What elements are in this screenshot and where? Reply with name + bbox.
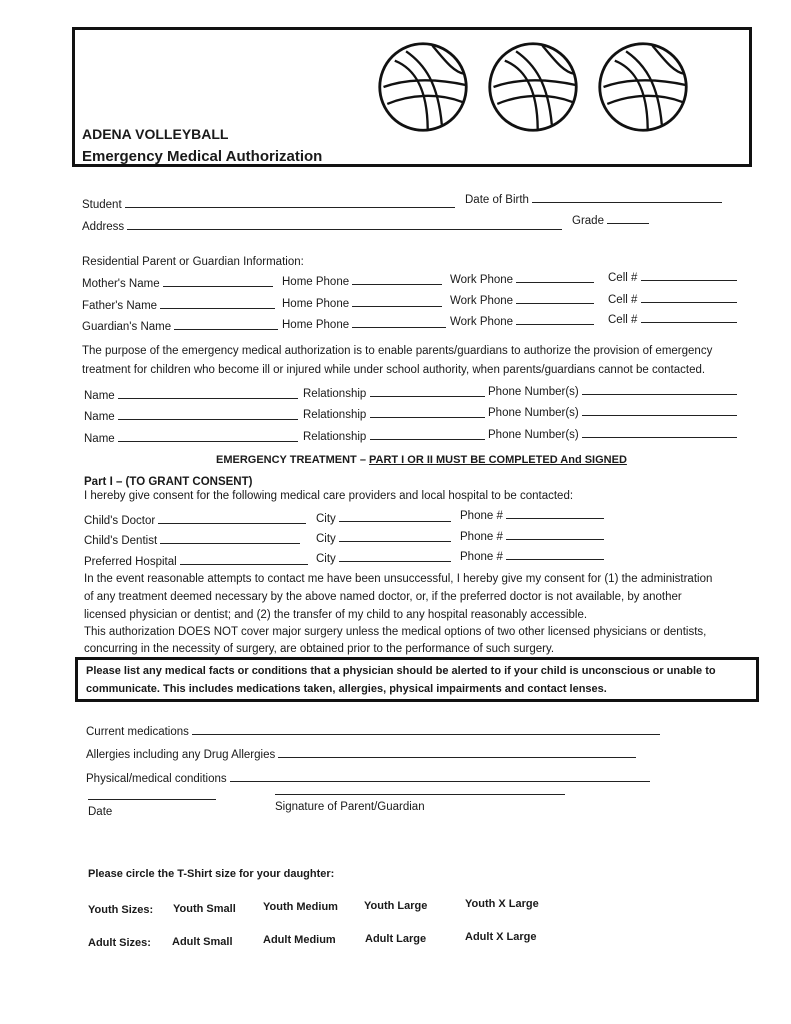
alert-text-2: communicate. This includes medications taken, allergies, physical impairments and contact lenses. <box>86 683 607 695</box>
dentist-phone-line[interactable] <box>506 527 604 540</box>
phone-numbers-field-1[interactable]: Phone Number(s) <box>488 382 737 398</box>
mother-home-phone-field[interactable]: Home Phone <box>282 272 442 288</box>
hospital-city-field[interactable]: City <box>316 549 451 565</box>
address-line[interactable] <box>127 217 562 230</box>
contact-name-field-1[interactable]: Name <box>84 386 298 402</box>
form-title: Emergency Medical Authorization <box>82 148 323 165</box>
treatment-heading: EMERGENCY TREATMENT – PART I OR II MUST BE COMPLETED And SIGNED <box>216 454 627 466</box>
adult-sizes-label: Adult Sizes: <box>88 937 151 949</box>
conditions-line[interactable] <box>230 769 650 782</box>
doctor-field[interactable]: Child's Doctor <box>84 511 306 527</box>
mother-cell-line[interactable] <box>641 268 737 281</box>
father-cell-line[interactable] <box>641 290 737 303</box>
dentist-city-field[interactable]: City <box>316 529 451 545</box>
alert-box <box>75 657 759 702</box>
size-adult-medium[interactable]: Adult Medium <box>263 934 336 946</box>
guardian-cell-line[interactable] <box>641 310 737 323</box>
allergies-field[interactable]: Allergies including any Drug Allergies <box>86 745 636 761</box>
signature-line[interactable] <box>275 794 565 795</box>
doctor-line[interactable] <box>158 511 306 524</box>
tshirt-prompt: Please circle the T-Shirt size for your daughter: <box>88 868 335 880</box>
doctor-city-line[interactable] <box>339 509 451 522</box>
contact-name-line-2[interactable] <box>118 407 298 420</box>
student-line[interactable] <box>125 195 455 208</box>
consent-para-1: In the event reasonable attempts to contact me have been unsuccessful, I hereby give my consent for (1) the administration <box>84 573 713 585</box>
purpose-text-1: The purpose of the emergency medical authorization is to enable parents/guardians to authorize the provision of emergency <box>82 345 713 357</box>
guardian-name-field[interactable]: Guardian's Name <box>82 317 278 333</box>
hospital-line[interactable] <box>180 552 308 565</box>
consent-intro: I hereby give consent for the following medical care providers and local hospital to be contacted: <box>84 490 574 502</box>
mother-name-field[interactable]: Mother's Name <box>82 274 273 290</box>
contact-name-line-1[interactable] <box>118 386 298 399</box>
school-name: ADENA VOLLEYBALL <box>82 126 229 142</box>
guardian-home-phone-line[interactable] <box>352 315 446 328</box>
relationship-field-2[interactable]: Relationship <box>303 405 485 421</box>
student-field[interactable]: Student <box>82 195 455 211</box>
hospital-field[interactable]: Preferred Hospital <box>84 552 308 568</box>
hospital-phone-field[interactable]: Phone # <box>460 547 604 563</box>
hospital-city-line[interactable] <box>339 549 451 562</box>
volleyball-icon <box>596 40 690 134</box>
size-youth-large[interactable]: Youth Large <box>364 900 428 912</box>
alert-text-1: Please list any medical facts or conditions that a physician should be alerted to if your child is unconscious or unable to <box>86 665 716 677</box>
relationship-field-1[interactable]: Relationship <box>303 384 485 400</box>
purpose-text-2: treatment for children who become ill or injured while under school authority, when parents/guardians cannot be contacted. <box>82 364 706 376</box>
phone-numbers-field-3[interactable]: Phone Number(s) <box>488 425 737 441</box>
consent-para-5: concurring in the necessity of surgery, are obtained prior to the performance of such surgery. <box>84 643 555 655</box>
doctor-city-field[interactable]: City <box>316 509 451 525</box>
conditions-field[interactable]: Physical/medical conditions <box>86 769 650 785</box>
medications-line[interactable] <box>192 722 660 735</box>
date-line[interactable] <box>88 799 216 800</box>
contact-name-field-3[interactable]: Name <box>84 429 298 445</box>
allergies-line[interactable] <box>278 745 636 758</box>
mother-name-line[interactable] <box>163 274 273 287</box>
volleyball-icon <box>486 40 580 134</box>
size-adult-small[interactable]: Adult Small <box>172 936 233 948</box>
size-youth-x-large[interactable]: Youth X Large <box>465 898 539 910</box>
mother-work-phone-line[interactable] <box>516 270 594 283</box>
dentist-line[interactable] <box>160 531 300 544</box>
size-adult-large[interactable]: Adult Large <box>365 933 427 945</box>
consent-para-4: This authorization DOES NOT cover major surgery unless the medical options of two other licensed physicians or dentists, <box>84 626 707 638</box>
phone-numbers-line-1[interactable] <box>582 382 737 395</box>
dentist-city-line[interactable] <box>339 529 451 542</box>
date-label: Date <box>88 806 113 818</box>
part1-heading: Part I – (TO GRANT CONSENT) <box>84 476 253 488</box>
mother-home-phone-line[interactable] <box>352 272 442 285</box>
mother-cell-field[interactable]: Cell # <box>608 268 737 284</box>
relationship-line-3[interactable] <box>370 427 485 440</box>
hospital-phone-line[interactable] <box>506 547 604 560</box>
size-adult-x-large[interactable]: Adult X Large <box>465 931 537 943</box>
phone-numbers-line-2[interactable] <box>582 403 737 416</box>
father-home-phone-field[interactable]: Home Phone <box>282 294 442 310</box>
consent-para-2: of any treatment deemed necessary by the above named doctor, or, if the preferred doctor is not available, by another <box>84 591 682 603</box>
phone-numbers-field-2[interactable]: Phone Number(s) <box>488 403 737 419</box>
father-work-phone-field[interactable]: Work Phone <box>450 291 594 307</box>
doctor-phone-line[interactable] <box>506 506 604 519</box>
relationship-line-1[interactable] <box>370 384 485 397</box>
dentist-phone-field[interactable]: Phone # <box>460 527 604 543</box>
doctor-phone-field[interactable]: Phone # <box>460 506 604 522</box>
father-work-phone-line[interactable] <box>516 291 594 304</box>
contact-name-field-2[interactable]: Name <box>84 407 298 423</box>
contact-name-line-3[interactable] <box>118 429 298 442</box>
relationship-line-2[interactable] <box>370 405 485 418</box>
medications-field[interactable]: Current medications <box>86 722 660 738</box>
grade-field[interactable]: Grade <box>572 211 649 227</box>
father-name-line[interactable] <box>160 296 275 309</box>
size-youth-medium[interactable]: Youth Medium <box>263 901 338 913</box>
father-name-field[interactable]: Father's Name <box>82 296 275 312</box>
signature-label: Signature of Parent/Guardian <box>275 801 425 813</box>
guardian-work-phone-line[interactable] <box>516 312 594 325</box>
dob-field[interactable]: Date of Birth <box>465 190 722 206</box>
address-field[interactable]: Address <box>82 217 562 233</box>
relationship-field-3[interactable]: Relationship <box>303 427 485 443</box>
volleyball-icon <box>376 40 470 134</box>
dentist-field[interactable]: Child's Dentist <box>84 531 300 547</box>
guardian-home-phone-field[interactable]: Home Phone <box>282 315 446 331</box>
mother-work-phone-field[interactable]: Work Phone <box>450 270 594 286</box>
father-cell-field[interactable]: Cell # <box>608 290 737 306</box>
guardian-work-phone-field[interactable]: Work Phone <box>450 312 594 328</box>
youth-sizes-label: Youth Sizes: <box>88 904 154 916</box>
father-home-phone-line[interactable] <box>352 294 442 307</box>
dob-line[interactable] <box>532 190 722 203</box>
parents-heading: Residential Parent or Guardian Information: <box>82 256 304 268</box>
grade-line[interactable] <box>607 211 649 224</box>
consent-para-3: licensed physician or dentist; and (2) the transfer of my child to any hospital reasonably accessible. <box>84 609 588 621</box>
guardian-cell-field[interactable]: Cell # <box>608 310 737 326</box>
guardian-name-line[interactable] <box>174 317 278 330</box>
size-youth-small[interactable]: Youth Small <box>173 903 236 915</box>
phone-numbers-line-3[interactable] <box>582 425 737 438</box>
